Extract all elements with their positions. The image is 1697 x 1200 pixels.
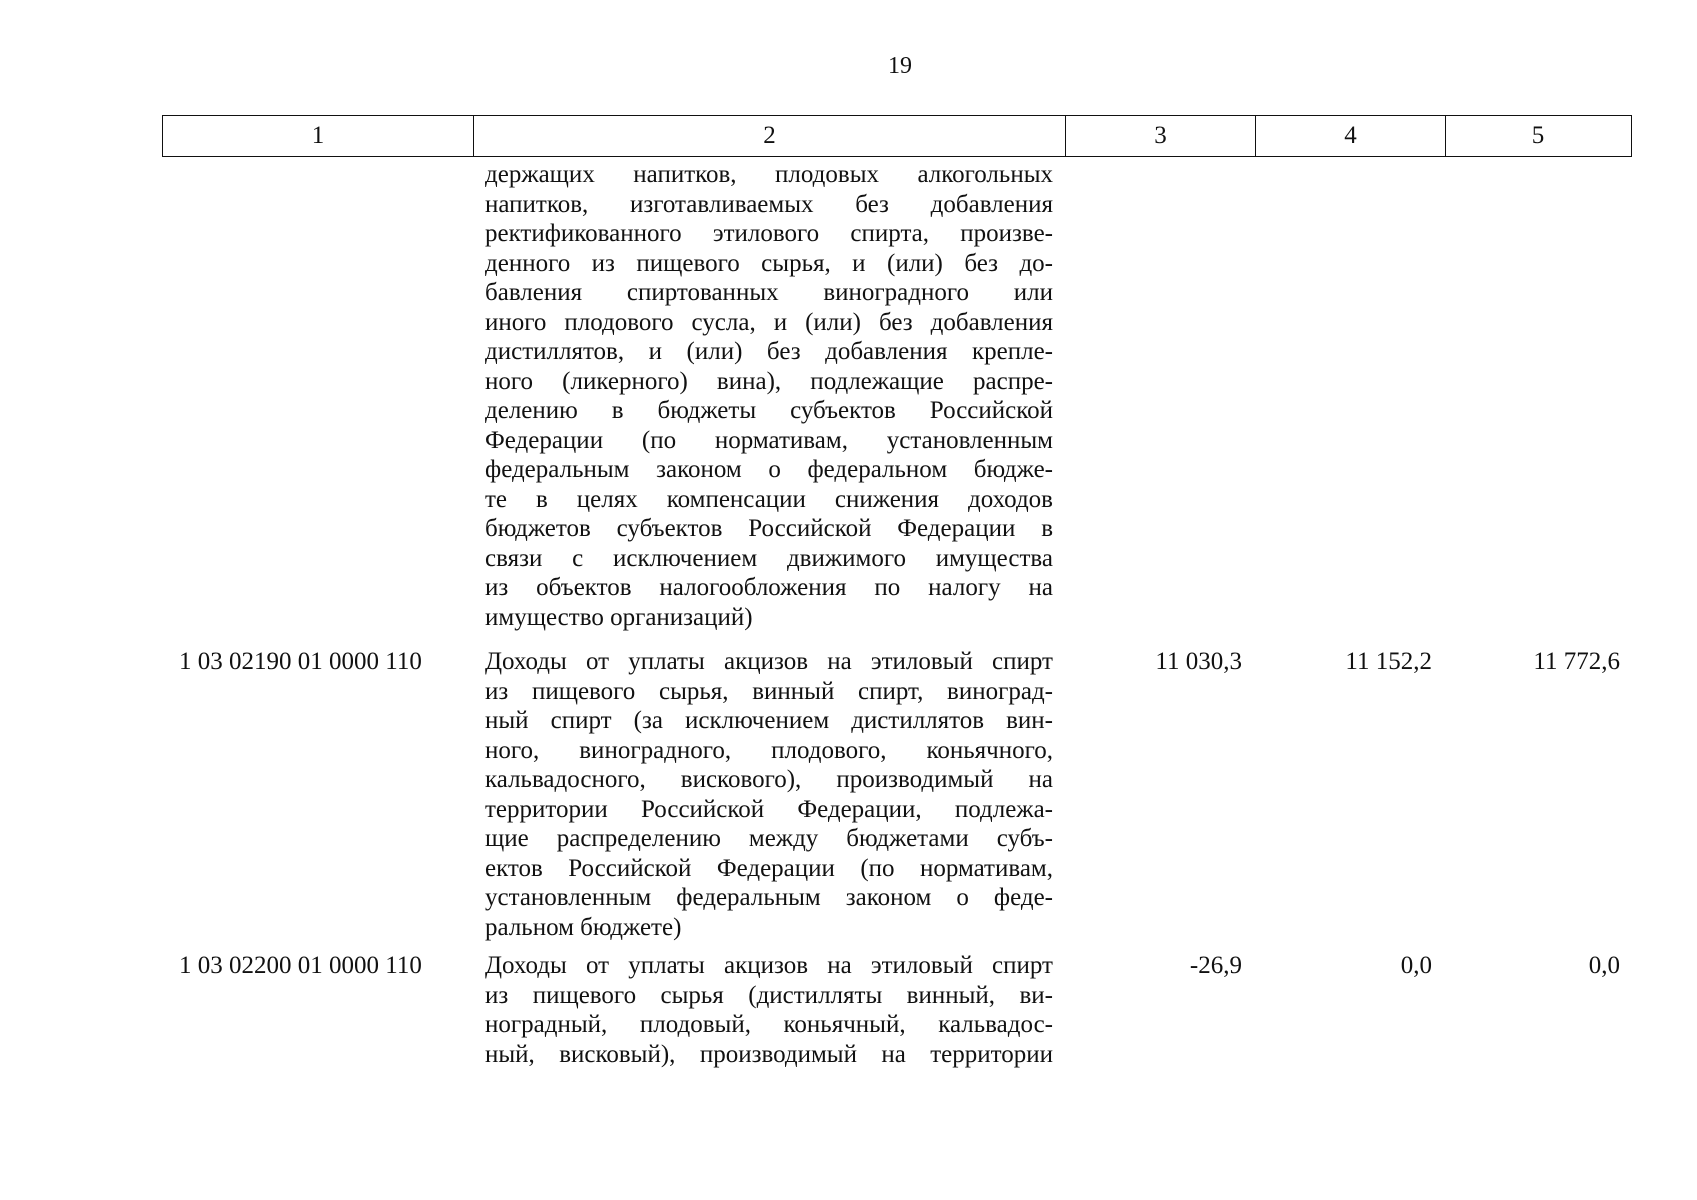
- column-header-5: 5: [1531, 122, 1545, 149]
- row-description: [485, 951, 1053, 1069]
- description-line: из объектов налогообложения по налогу на: [485, 574, 1053, 601]
- row-value-col5: 11 772,6: [1533, 648, 1620, 675]
- description-line: из пищевого сырья, винный спирт, виноград-: [485, 677, 1053, 705]
- description-line: ного, виноградного, плодового, коньячного,: [485, 736, 1053, 764]
- description-line: Доходы от уплаты акцизов на этиловый спирт: [485, 952, 1053, 979]
- description-line: делению в бюджеты субъектов Российской: [485, 397, 1053, 424]
- column-header-4: 4: [1256, 116, 1446, 156]
- column-header-1: 1: [163, 116, 474, 156]
- row-value-col3: 11 030,3: [1155, 648, 1242, 675]
- description-line: кальвадосного, вискового), производимый на: [485, 766, 1053, 793]
- description-line: иного плодового сусла, и (или) без добавления: [485, 308, 1053, 336]
- row-description: [485, 160, 1053, 632]
- description-line: ректификованного этилового спирта, произве-: [485, 220, 1053, 247]
- description-line: бюджетов субъектов Российской Федерации в: [485, 515, 1053, 542]
- description-line: Федерации (по нормативам, установленным: [485, 426, 1053, 454]
- description-line: связи с исключением движимого имущества: [485, 544, 1053, 572]
- row-description: [485, 647, 1053, 942]
- row-code: 1 03 02190 01 0000 110: [179, 648, 422, 675]
- description-line: ный спирт (за исключением дистиллятов вин-: [485, 707, 1053, 734]
- row-value-col5: 0,0: [1588, 952, 1620, 979]
- description-line: Доходы от уплаты акцизов на этиловый спирт: [485, 648, 1053, 675]
- page-number: 19: [888, 53, 912, 79]
- description-line: денного из пищевого сырья, и (или) без до-: [485, 249, 1053, 277]
- description-line: установленным федеральным законом о феде-: [485, 884, 1053, 911]
- description-line: ектов Российской Федерации (по нормативам,: [485, 854, 1053, 882]
- description-line: ноградный, плодовый, коньячный, кальвадос-: [485, 1011, 1053, 1038]
- table-header-row: [162, 115, 1632, 157]
- description-line: имущество организаций): [485, 603, 753, 631]
- description-line: держащих напитков, плодовых алкогольных: [485, 161, 1053, 188]
- row-value-col4: 0,0: [1400, 952, 1432, 979]
- row-code: 1 03 02200 01 0000 110: [179, 952, 422, 979]
- description-line: те в целях компенсации снижения доходов: [485, 485, 1053, 513]
- description-line: ральном бюджете): [485, 913, 682, 941]
- description-line: щие распределению между бюджетами субъ-: [485, 825, 1053, 852]
- description-line: бавления спиртованных виноградного или: [485, 279, 1053, 306]
- column-header-3: 3: [1066, 116, 1256, 156]
- row-value-col4: 11 152,2: [1345, 648, 1432, 675]
- description-line: ный, висковый), производимый на территории: [485, 1040, 1053, 1068]
- column-header-2: 2: [474, 116, 1066, 156]
- description-line: напитков, изготавливаемых без добавления: [485, 190, 1053, 218]
- description-line: ного (ликерного) вина), подлежащие распре-: [485, 367, 1053, 395]
- description-line: дистиллятов, и (или) без добавления крепле-: [485, 338, 1053, 365]
- description-line: территории Российской Федерации, подлежа-: [485, 795, 1053, 823]
- description-line: федеральным законом о федеральном бюдже-: [485, 456, 1053, 483]
- row-value-col3: -26,9: [1189, 952, 1242, 979]
- description-line: из пищевого сырья (дистилляты винный, ви-: [485, 981, 1053, 1009]
